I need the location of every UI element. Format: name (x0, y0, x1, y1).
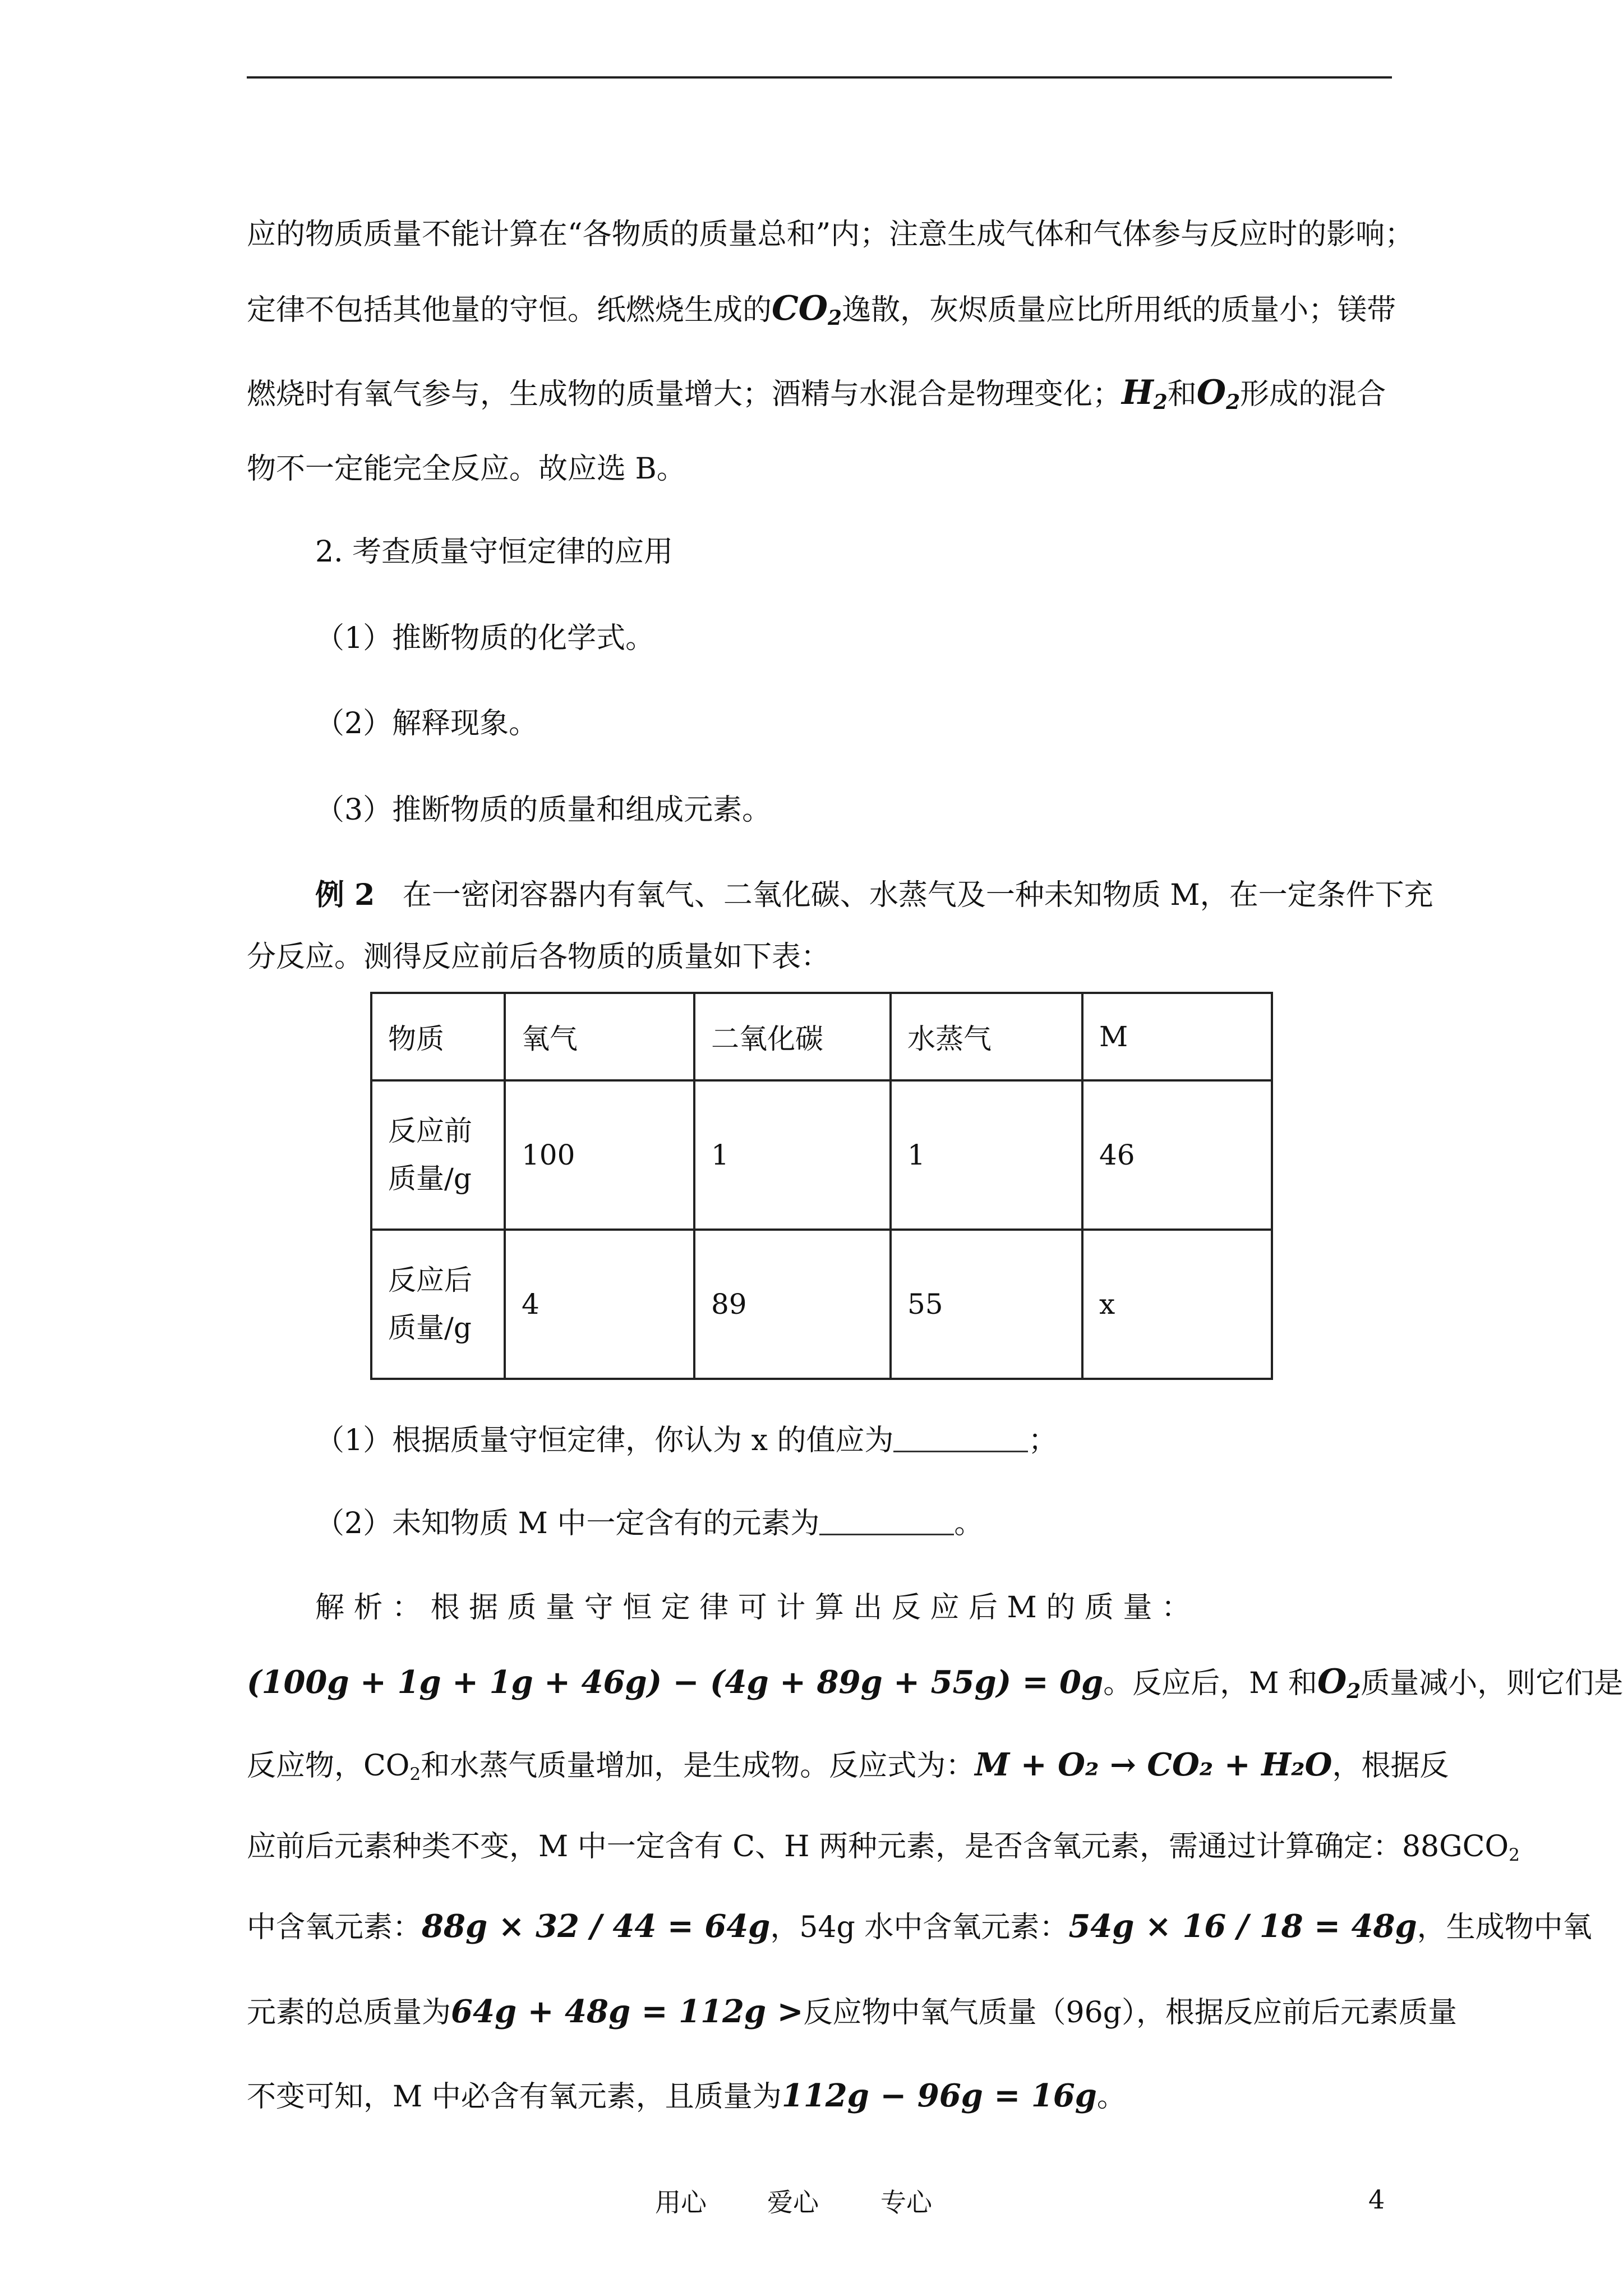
row-label: 反应后 质量/g (371, 1230, 505, 1379)
text: 在一密闭容器内有氧气、二氧化碳、水蒸气及一种未知物质 M，在一定条件下充 (402, 878, 1433, 912)
row-label: 反应前 质量/g (371, 1080, 505, 1230)
section-item: （2）解释现象。 (315, 707, 538, 740)
table-cell: 46 (1082, 1080, 1272, 1230)
text: 和 (1167, 378, 1197, 411)
example-line: 分反应。测得反应前后各物质的质量如下表： (247, 940, 831, 974)
answer-blank (819, 1509, 954, 1535)
footer-motto-3: 专心 (880, 2187, 932, 2217)
question-2: （2）未知物质 M 中一定含有的元素为 。 (315, 1507, 984, 1540)
body-line (247, 289, 1396, 330)
formula-h2: $H_2$ (1122, 373, 1168, 414)
equation: (100g + 1g + 1g + 46g) − (4g + 89g + 55g) = 0g (247, 1664, 1104, 1701)
question-1: （1）根据质量守恒定律，你认为 x 的值应为 ； (315, 1424, 1058, 1457)
analysis-line: (100g + 1g + 1g + 46g) − (4g + 89g + 55g) = 0g。反应后，M 和$O_2$质量减小，则它们是 (247, 1662, 1623, 1703)
example-line (315, 878, 1460, 912)
table-header: 物质 (371, 993, 505, 1080)
text: 燃烧时有氧气参与，生成物的质量增大；酒精与水混合是物理变化； (247, 378, 1122, 411)
footer-motto-1: 用心 (655, 2187, 707, 2217)
table-cell: 4 (505, 1230, 694, 1379)
example-label: 例 2 (315, 878, 375, 912)
table-header: 氧气 (505, 993, 694, 1080)
table-cell: x (1082, 1230, 1272, 1379)
text: 应的物质质量不能计算在“各物质的质量总和”内；注意生成气体和气体参与反应时的影响； (247, 218, 1414, 251)
table-header-row (371, 993, 1272, 1080)
analysis-line: 不变可知，M 中必含有氧元素，且质量为112g − 96g = 16g。 (247, 2077, 1126, 2114)
table-cell: 1 (694, 1080, 891, 1230)
text: 定律不包括其他量的守恒。纸燃烧生成的 (247, 293, 772, 327)
table-cell: 89 (694, 1230, 891, 1379)
equation: 88g × 32 / 44 = 64g (422, 1908, 771, 1945)
table-cell: 55 (891, 1230, 1082, 1379)
table-header: M (1082, 993, 1272, 1080)
table-row (371, 1230, 1272, 1379)
body-line (247, 218, 1414, 251)
answer-blank (893, 1426, 1028, 1452)
equation: M + O₂ → CO₂ + H₂O (975, 1746, 1332, 1783)
section-item: （3）推断物质的质量和组成元素。 (315, 793, 772, 827)
formula-o2: $O_2$ (1196, 373, 1241, 414)
text: 形成的混合 (1240, 378, 1386, 411)
analysis-line: 应前后元素种类不变，M 中一定含有 C、H 两种元素，是否含氧元素，需通过计算确定：$88GCO_2$ (247, 1830, 1520, 1865)
body-line (247, 454, 1392, 484)
text: 物不一定能完全反应。故应选 B。 (247, 452, 686, 486)
mass-table (370, 992, 1273, 1380)
formula-co2: $CO_2$ (772, 289, 842, 330)
table-row (371, 1080, 1272, 1230)
equation: 54g × 16 / 18 = 48g (1068, 1908, 1417, 1945)
text: 逸散，灰烬质量应比所用纸的质量小；镁带 (842, 293, 1396, 327)
analysis-line: 反应物，$CO_2$和水蒸气质量增加，是生成物。反应式为：M + O₂ → CO₂ + H₂O，根据反 (247, 1746, 1449, 1784)
table-header: 二氧化碳 (694, 993, 891, 1080)
section-heading: 2. 考查质量守恒定律的应用 (315, 535, 674, 569)
body-line (247, 373, 1392, 414)
table-cell: 1 (891, 1080, 1082, 1230)
page-number: 4 (1368, 2184, 1385, 2215)
analysis-line: 解 析 ： 根 据 质 量 守 恒 定 律 可 计 算 出 反 应 后 M 的 质 量 ： (315, 1591, 1191, 1625)
equation: 64g + 48g = 112g > (451, 1993, 804, 2030)
header-rule (247, 76, 1392, 79)
equation: 112g − 96g = 16g (781, 2077, 1097, 2114)
section-item: （1）推断物质的化学式。 (315, 622, 655, 655)
analysis-line: 中含氧元素：88g × 32 / 44 = 64g，54g 水中含氧元素：54g × 16 / 18 = 48g，生成物中氧 (247, 1908, 1592, 1945)
table-cell: 100 (505, 1080, 694, 1230)
formula-o2: $O_2$ (1317, 1662, 1361, 1703)
table-header: 水蒸气 (891, 993, 1082, 1080)
analysis-line: 元素的总质量为64g + 48g = 112g >反应物中氧气质量（96g），根据反应前后元素质量 (247, 1993, 1457, 2030)
footer-motto-2: 爱心 (767, 2187, 819, 2217)
